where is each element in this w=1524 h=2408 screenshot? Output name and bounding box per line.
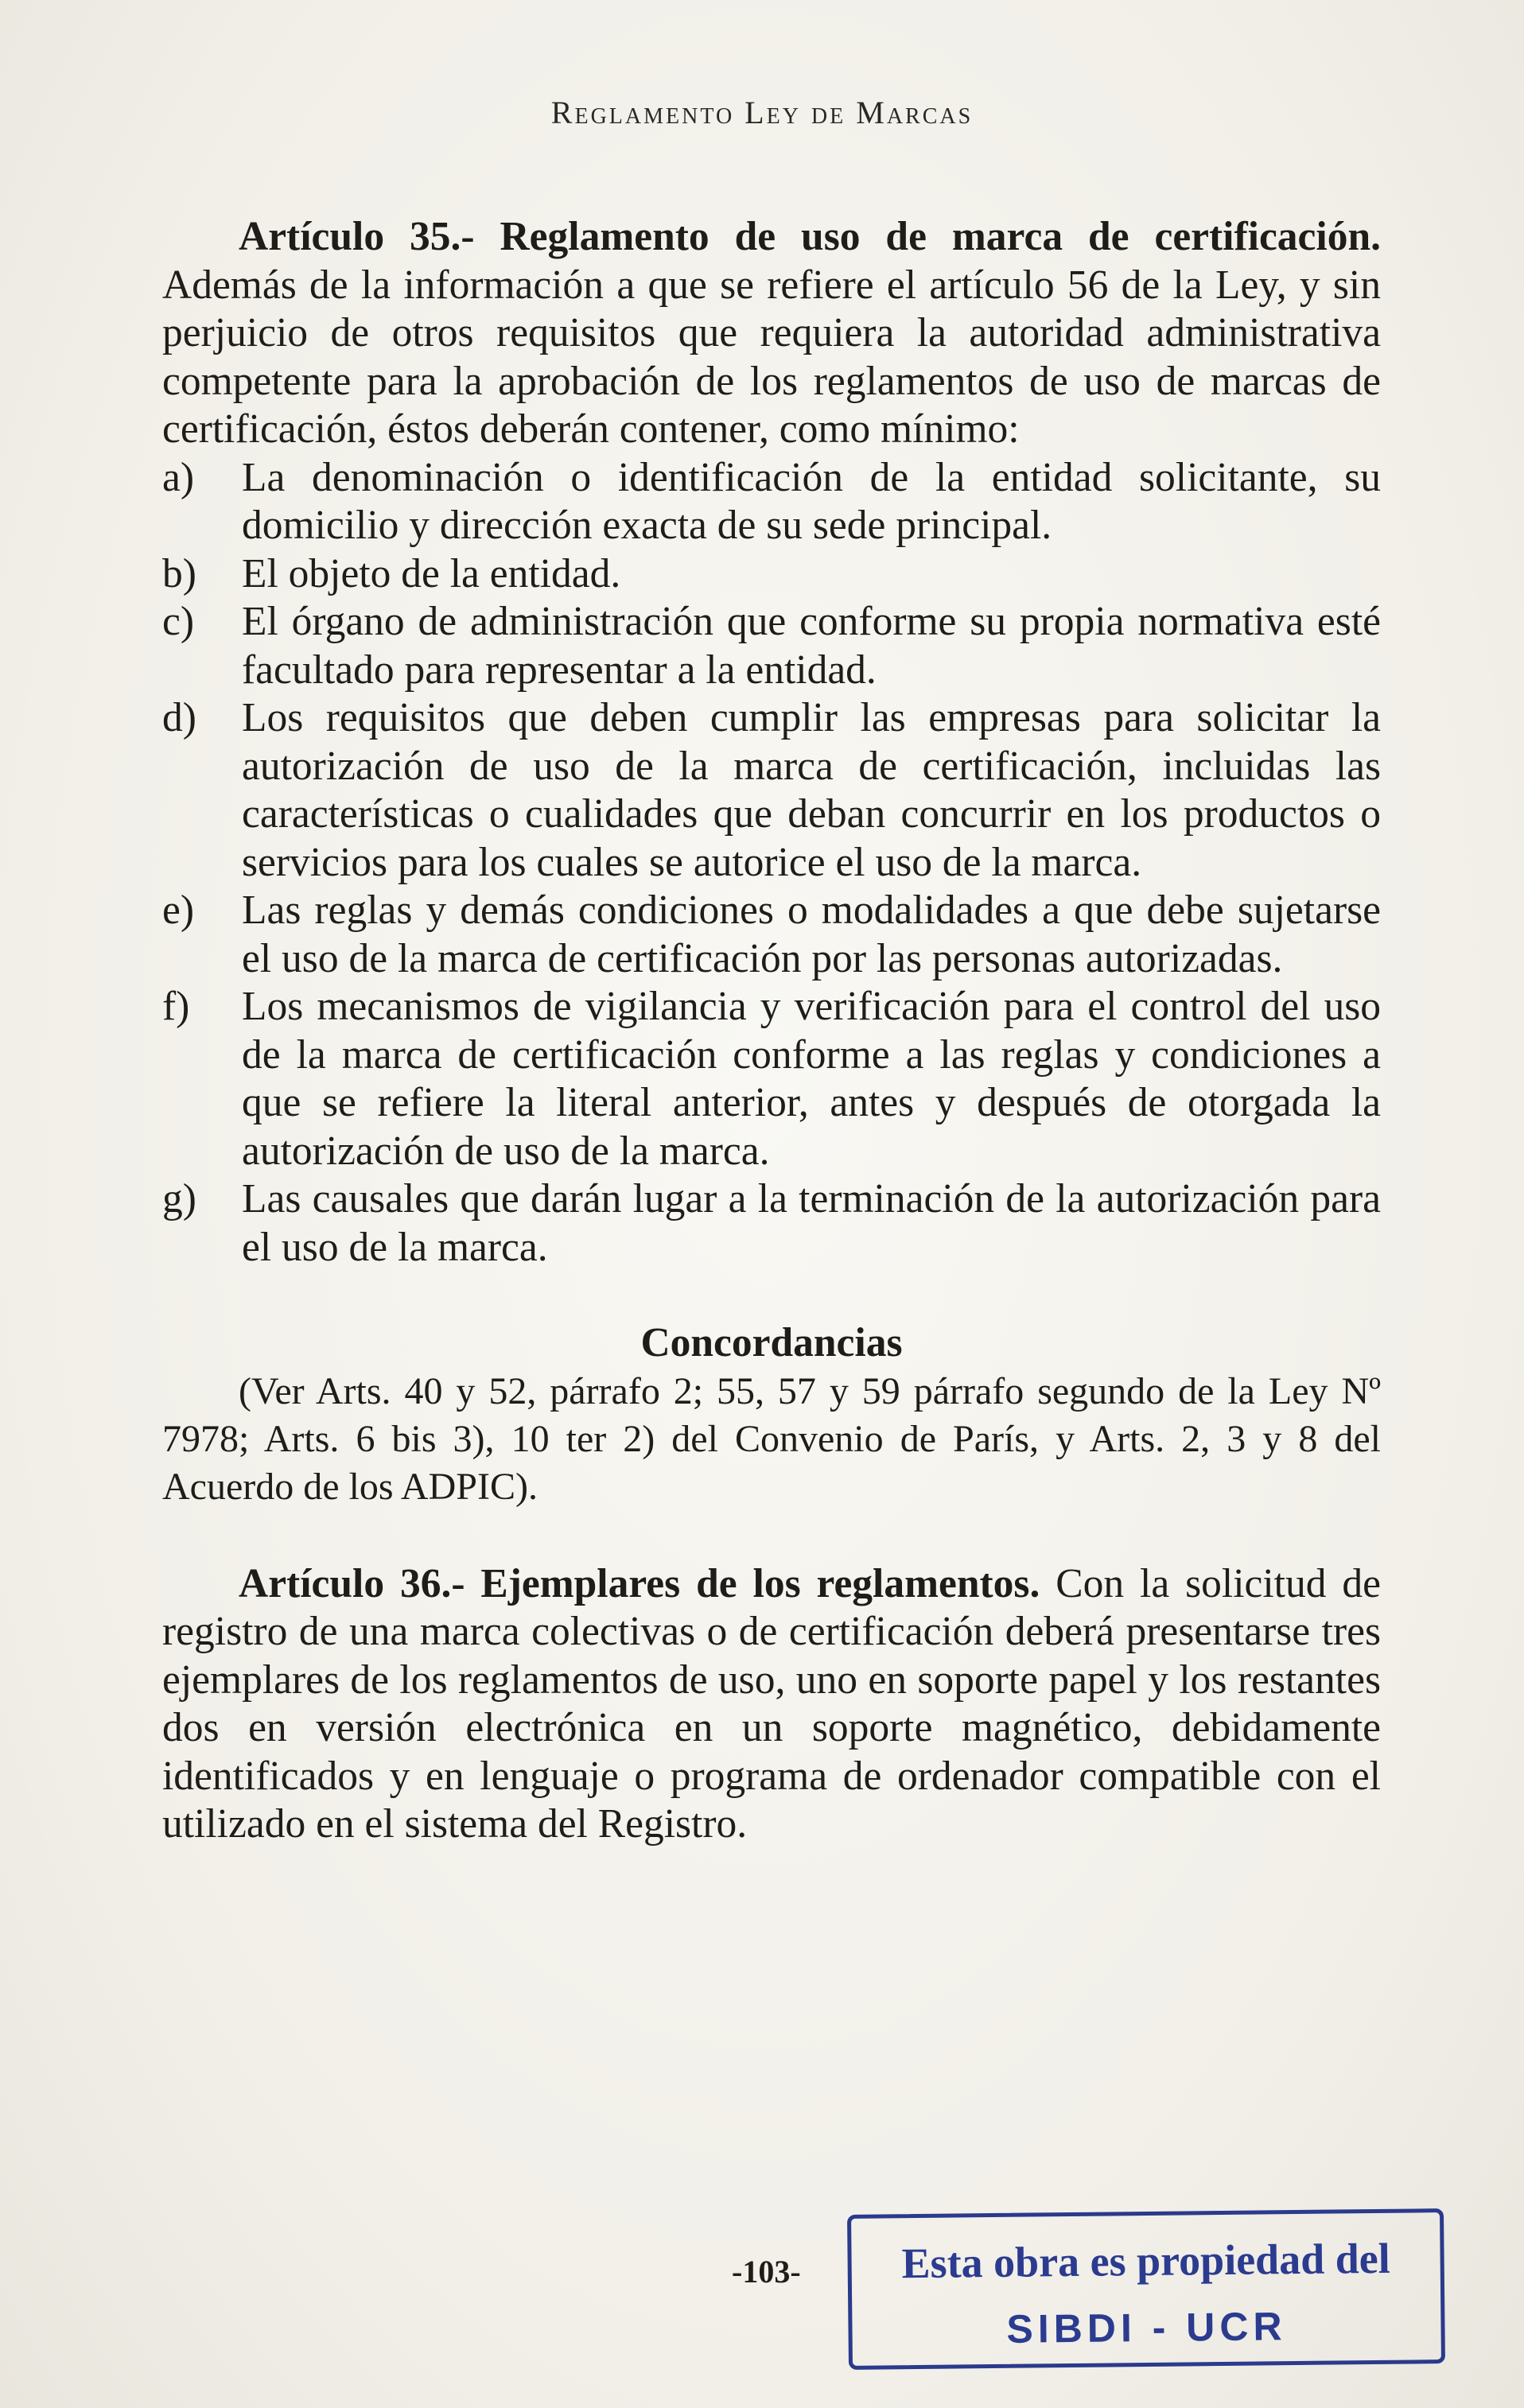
list-item-text: La denominación o identificación de la entidad solicitante, su domicilio y dirección exacta de su sede principal. — [242, 454, 1381, 548]
list-item-text: El órgano de administración que conforme su propia normativa esté facultado para representar a la entidad. — [242, 599, 1381, 693]
running-header: Reglamento Ley de Marcas — [550, 95, 974, 130]
list-item-text: Los requisitos que deben cumplir las empresas para solicitar la autorización de uso de la marca de certificación, incluidas las características o cualidades que deban concurrir en los productos o servicios para los cuales se autorice el uso de la marca. — [242, 695, 1381, 885]
list-item-text: Las causales que darán lugar a la terminación de la autorización para el uso de la marca. — [242, 1176, 1381, 1270]
article-35-intro — [162, 213, 1381, 454]
list-item-g — [162, 1175, 1381, 1272]
page-body — [162, 213, 1381, 1849]
list-marker: b) — [162, 550, 196, 596]
stamp-line-2: SIBDI - UCR — [1006, 2304, 1287, 2352]
concordancias-text: (Ver Arts. 40 y 52, párrafo 2; 55, 57 y 59 párrafo segundo de la Ley Nº 7978; Arts. 6 bis 3), 10 ter 2) del Convenio de París, y Arts. 2, 3 y 8 del Acuerdo de los ADPIC). — [162, 1369, 1381, 1508]
library-stamp — [847, 2208, 1445, 2370]
list-item-c — [162, 598, 1381, 694]
list-marker: d) — [162, 695, 196, 740]
concordancias-heading: Concordancias — [640, 1320, 903, 1365]
list-marker: c) — [162, 599, 195, 644]
list-item-text: Los mecanismos de vigilancia y verificación para el control del uso de la marca de certificación conforme a las reglas y condiciones a que se refiere la literal anterior, antes y después de otorgada la autorización de uso de la marca. — [242, 984, 1381, 1174]
list-item-e — [162, 887, 1381, 983]
list-marker: a) — [162, 454, 195, 500]
list-item-b — [162, 550, 1381, 599]
stamp-line-1: Esta obra es propiedad del — [901, 2234, 1390, 2288]
list-marker: g) — [162, 1176, 196, 1221]
list-item-f — [162, 983, 1381, 1175]
article-36 — [162, 1560, 1381, 1849]
list-item-d — [162, 694, 1381, 887]
list-item-text: El objeto de la entidad. — [242, 550, 621, 596]
page-number: -103- — [732, 2254, 801, 2290]
article-36-heading: Artículo 36.- Ejemplares de los reglamentos. — [239, 1560, 1040, 1606]
article-35-requirements-list — [162, 454, 1381, 1272]
list-marker: e) — [162, 887, 195, 933]
list-item-text: Las reglas y demás condiciones o modalidades a que debe sujetarse el uso de la marca de certificación por las personas autorizadas. — [242, 887, 1381, 981]
article-36-text: Con la solicitud de registro de una marca colectivas o de certificación deberá presentarse tres ejemplares de los reglamentos de uso, uno en soporte papel y los restantes dos en versión electrónica en un soporte magnético, debidamente identificados y en lenguaje o programa de ordenador compatible con el utilizado en el sistema del Registro. — [162, 1560, 1381, 1847]
article-35-heading: Artículo 35.- Reglamento de uso de marca de certificación. — [239, 214, 1381, 259]
list-marker: f) — [162, 984, 190, 1029]
list-item-a — [162, 454, 1381, 550]
article-35-text: Además de la información a que se refiere el artículo 56 de la Ley, y sin perjuicio de otros requisitos que requiera la autoridad administrativa competente para la aprobación de los reglamentos de uso de marcas de certificación, éstos deberán contener, como mínimo: — [162, 262, 1381, 452]
